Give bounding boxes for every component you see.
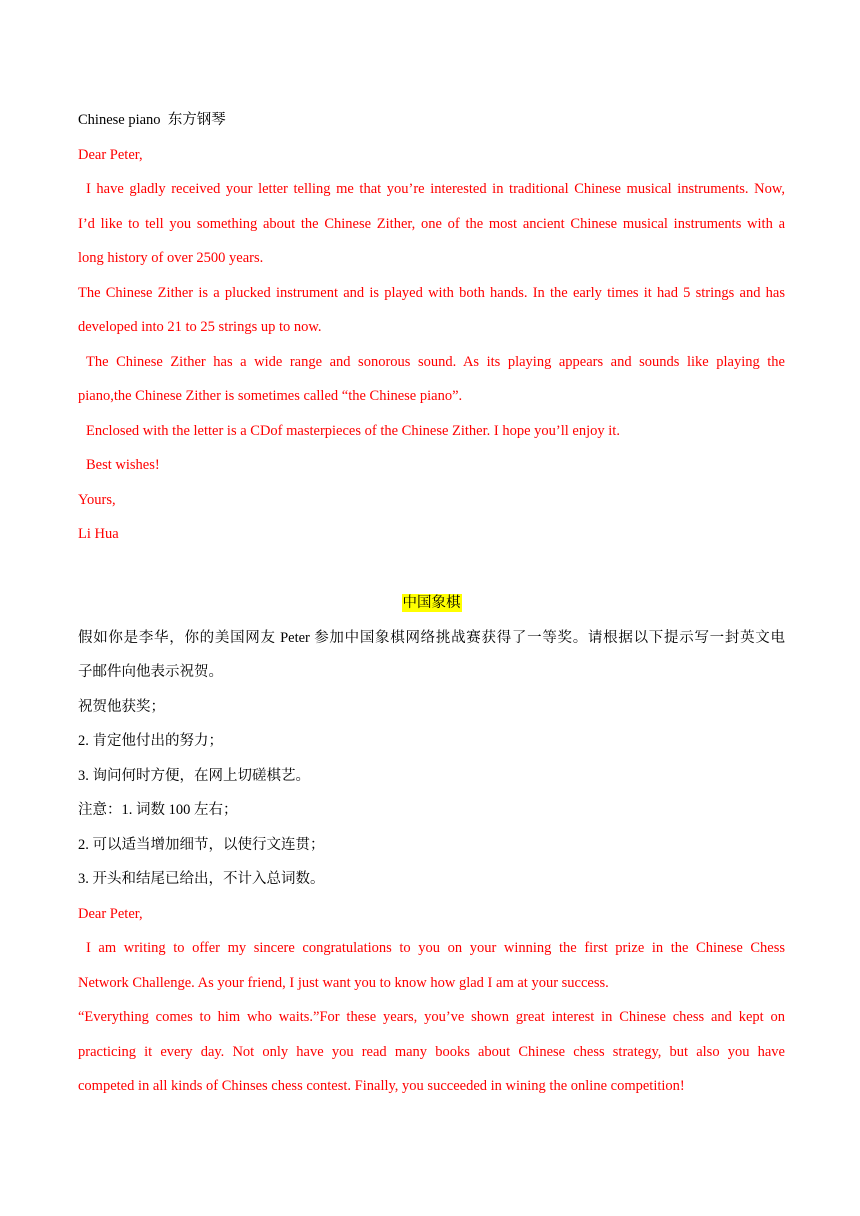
document-title-line	[78, 110, 785, 130]
letter1-paragraph1-line2: I’d like to tell you something about the Chinese Zither, one of the most ancient Chinese musical instruments with a	[78, 216, 785, 232]
letter2-paragraph2-line3: competed in all kinds of Chinses chess contest. Finally, you succeeded in wining the online competition!	[78, 1078, 685, 1094]
section2-prompt-line1: 假如你是李华，你的美国网友 Peter 参加中国象棋网络挑战赛获得了一等奖。请根据以下提示写一封英文电	[78, 630, 785, 646]
section2-note1: 注意：1. 词数 100 左右；	[78, 802, 238, 818]
letter1-paragraph1-line1: I have gladly received your letter telling me that you’re interested in traditional Chinese musical instruments. Now,	[86, 181, 785, 197]
section2-point3: 3. 询问何时方便，在网上切磋棋艺。	[78, 768, 310, 784]
letter1-paragraph3-line1: The Chinese Zither has a wide range and sonorous sound. As its playing appears and sounds like playing the	[86, 354, 785, 370]
section2-note2: 2. 可以适当增加细节，以使行文连贯；	[78, 837, 325, 853]
section2-heading-line	[78, 593, 785, 613]
letter1-paragraph2-line2: developed into 21 to 25 strings up to now.	[78, 319, 322, 335]
document-title-cn: 东方钢琴	[167, 112, 226, 128]
letter1-paragraph3-line2: piano,the Chinese Zither is sometimes called “the Chinese piano”.	[78, 388, 463, 404]
letter2-paragraph2-line1: “Everything comes to him who waits.”For these years, you’ve shown great interest in Chinese chess and kept on	[78, 1009, 785, 1025]
section2-point1: 祝贺他获奖；	[78, 699, 165, 715]
letter1-paragraph2-line1: The Chinese Zither is a plucked instrument and is played with both hands. In the early times it had 5 strings and has	[78, 285, 785, 301]
section2-note3: 3. 开头和结尾已给出，不计入总词数。	[78, 871, 325, 887]
letter2-paragraph1-line1: I am writing to offer my sincere congratulations to you on your winning the first prize in the Chinese Chess	[86, 940, 785, 956]
letter1-greeting: Dear Peter,	[78, 147, 143, 163]
section2-prompt-line2: 子邮件向他表示祝贺。	[78, 664, 223, 680]
letter1-sign-off: Yours,	[78, 492, 116, 508]
letter1-signature: Li Hua	[78, 526, 119, 542]
section2-heading: 中国象棋	[402, 595, 461, 611]
section2-point2: 2. 肯定他付出的努力；	[78, 733, 223, 749]
letter1-paragraph4: Enclosed with the letter is a CDof masterpieces of the Chinese Zither. I hope you’ll enjoy it.	[86, 423, 620, 439]
document-title: Chinese piano	[78, 112, 161, 128]
letter1-paragraph1-line3: long history of over 2500 years.	[78, 250, 264, 266]
letter2-paragraph2-line2: practicing it every day. Not only have you read many books about Chinese chess strategy, but also you have	[78, 1044, 785, 1060]
letter2-greeting: Dear Peter,	[78, 906, 143, 922]
letter1-closing: Best wishes!	[86, 457, 160, 473]
letter2-paragraph1-line2: Network Challenge. As your friend, I just want you to know how glad I am at your success.	[78, 975, 609, 991]
